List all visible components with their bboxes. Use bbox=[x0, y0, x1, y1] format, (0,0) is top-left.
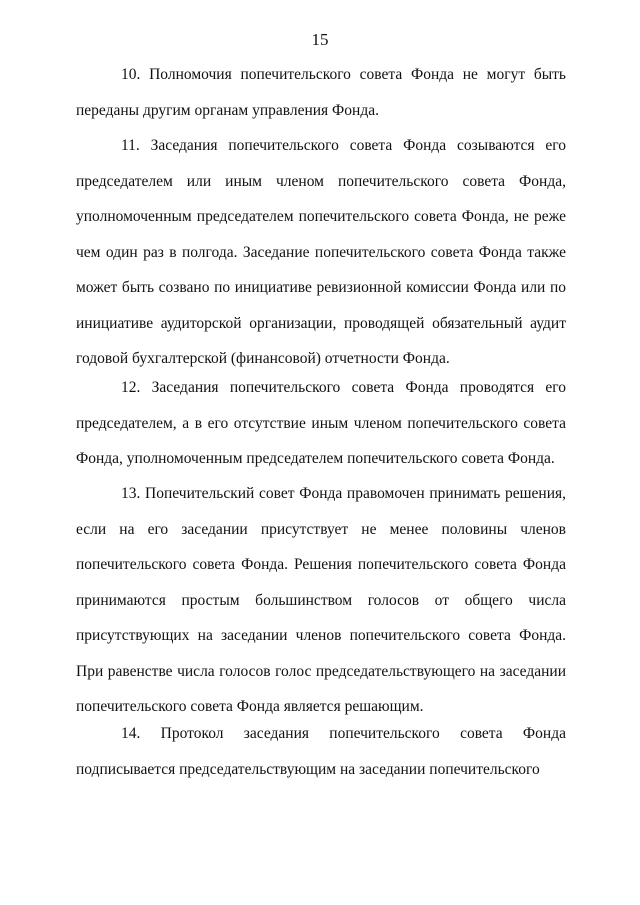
paragraph-10: 10. Полномочия попечительского совета Фонда не могут быть переданы другим органам управления Фонда. bbox=[76, 66, 566, 119]
paragraph-11: 11. Заседания попечительского совета Фонда созываются его председателем или иным членом попечительского совета Фонда, уполномоченным председателем попечительского совета Фонда, не реже чем один раз в полгода. Заседание попечительского совета Фонда также может быть созвано по инициативе ревизионной комиссии Фонда или по инициативе аудиторской организации, проводящей обязательный аудит годовой бухгалтерской (финансовой) отчетности Фонда. bbox=[76, 137, 566, 367]
paragraph-13: 13. Попечительский совет Фонда правомочен принимать решения, если на его заседании присутствует не менее половины членов попечительского совета Фонда. Решения попечительского совета Фонда принимаются простым большинством голосов от общего числа присутствующих на заседании членов попечительского совета Фонда. При равенстве числа голосов голос председательствующего на заседании попечительского совета Фонда является решающим. bbox=[76, 485, 566, 715]
paragraph-14: 14. Протокол заседания попечительского совета Фонда подписывается председательствующим на заседании попечительского bbox=[76, 725, 566, 778]
page-number: 15 bbox=[311, 30, 329, 49]
paragraph-12: 12. Заседания попечительского совета Фонда проводятся его председателем, а в его отсутствие иным членом попечительского совета Фонда, уполномоченным председателем попечительского совета Фонда. bbox=[76, 379, 566, 467]
